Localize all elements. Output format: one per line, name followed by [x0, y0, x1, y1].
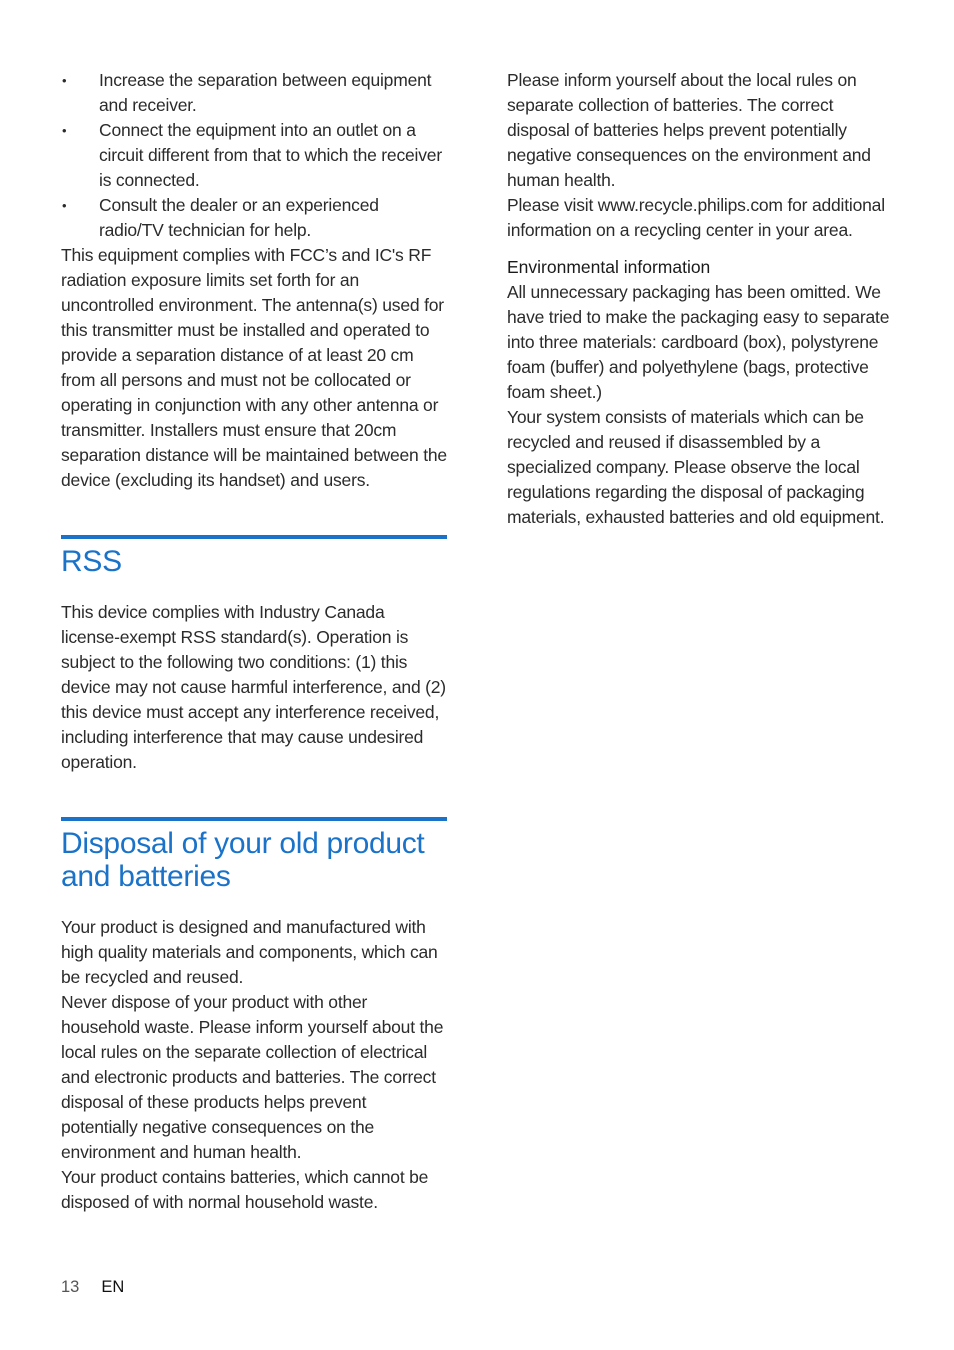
- materials-paragraph: Your system consists of materials which can be recycled and reused if disassembled by a specialized company. Please observe the local regulations regarding the disposal of packaging materials, exhausted batteries and old equipment.: [507, 407, 885, 527]
- list-item: • Increase the separation between equipment and receiver.: [62, 70, 432, 115]
- bullet-icon: •: [62, 198, 67, 213]
- interference-bullet-list: [61, 68, 447, 243]
- section-divider: [61, 817, 447, 821]
- disposal-paragraph: Never dispose of your product with other household waste. Please inform yourself about the local rules on the separate collection of electrical and electronic products and batteries. The correct disposal of these products helps prevent potentially negative consequences on the environment and human health.: [61, 992, 444, 1162]
- rss-heading: RSS: [61, 545, 122, 578]
- section-divider: [61, 535, 447, 539]
- page-footer: [61, 1278, 124, 1297]
- page-number: 13: [61, 1278, 80, 1296]
- rss-section: [61, 535, 447, 775]
- disposal-heading: Disposal of your old product and batteries: [61, 827, 425, 893]
- left-column: [61, 68, 447, 1215]
- disposal-section: [61, 817, 447, 1215]
- battery-disposal-paragraph: Please inform yourself about the local rules on separate collection of batteries. The correct disposal of batteries helps prevent potentially negative consequences on the environment and human health.: [507, 70, 871, 190]
- recycle-info-paragraph: Please visit www.recycle.philips.com for additional information on a recycling center in your area.: [507, 195, 885, 240]
- language-label: EN: [101, 1278, 125, 1296]
- list-item: • Consult the dealer or an experienced radio/TV technician for help.: [62, 195, 379, 240]
- right-column: [507, 68, 897, 530]
- environmental-info-heading: Environmental information: [507, 257, 711, 277]
- disposal-paragraph: Your product is designed and manufactured with high quality materials and components, which can be recycled and reused.: [61, 917, 438, 987]
- bullet-icon: •: [62, 123, 67, 138]
- disposal-paragraph: Your product contains batteries, which cannot be disposed of with normal household waste.: [61, 1167, 429, 1212]
- rss-paragraph: This device complies with Industry Canada license-exempt RSS standard(s). Operation is subject to the following two conditions: (1) this device may not cause harmful interference, and (2) this device must accept any interference received, including interference that may cause undesired operation.: [61, 602, 446, 772]
- packaging-paragraph: All unnecessary packaging has been omitted. We have tried to make the packaging easy to separate into three materials: cardboard (box), polystyrene foam (buffer) and polyethylene (bags, protective foam sheet.): [507, 282, 890, 402]
- list-item: • Connect the equipment into an outlet on a circuit different from that to which the receiver is connected.: [62, 120, 442, 190]
- fcc-compliance-paragraph: This equipment complies with FCC’s and IC's RF radiation exposure limits set forth for an uncontrolled environment. The antenna(s) used for this transmitter must be installed and operated to provide a separation distance of at least 20 cm from all persons and must not be collocated or operating in conjunction with any other antenna or transmitter. Installers must ensure that 20cm separation distance will be maintained between the device (excluding its handset) and users.: [61, 245, 447, 490]
- bullet-icon: •: [62, 73, 67, 88]
